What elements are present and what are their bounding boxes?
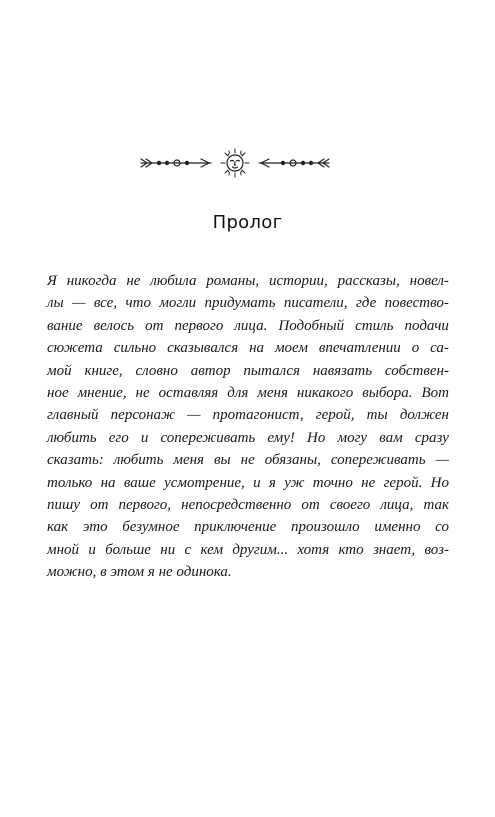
text-line: главный персонаж — протагонист, герой, ты должен bbox=[47, 407, 449, 424]
text-line: пишу от первого, непосредственно от своего лица, так bbox=[47, 496, 449, 513]
text-line: сказать: любить меня вы не обязаны, сопереживать — bbox=[47, 452, 449, 469]
text-line: любить его и сопереживать ему! Но могу вам сразу bbox=[47, 429, 449, 446]
text-line: только на ваше усмотрение, и я уж точно не герой. Но bbox=[47, 474, 449, 491]
text-line: можно, в этом я не одинока. bbox=[47, 564, 232, 581]
text-line: мной и больше ни с кем другим... хотя кто знает, воз- bbox=[47, 541, 449, 558]
sun-face-arrows-ornament-icon bbox=[137, 148, 333, 178]
text-line: Я никогда не любила романы, истории, рассказы, новел- bbox=[47, 273, 449, 289]
text-line: лы — все, что могли придумать писатели, где повество- bbox=[47, 295, 449, 312]
text-line: мой книге, словно автор пытался навязать собствен- bbox=[47, 362, 449, 379]
text-line: как это безумное приключение произошло именно со bbox=[47, 519, 449, 536]
chapter-title: Пролог bbox=[212, 212, 283, 233]
text-line: вание велось от первого лица. Подобный стиль подачи bbox=[47, 317, 449, 334]
prologue-text bbox=[47, 270, 449, 583]
text-line: ное мнение, не оставляя для меня никакого выбора. Вот bbox=[47, 384, 449, 401]
text-line: сюжета сильно сказывался на моем впечатлении о са- bbox=[47, 340, 449, 357]
